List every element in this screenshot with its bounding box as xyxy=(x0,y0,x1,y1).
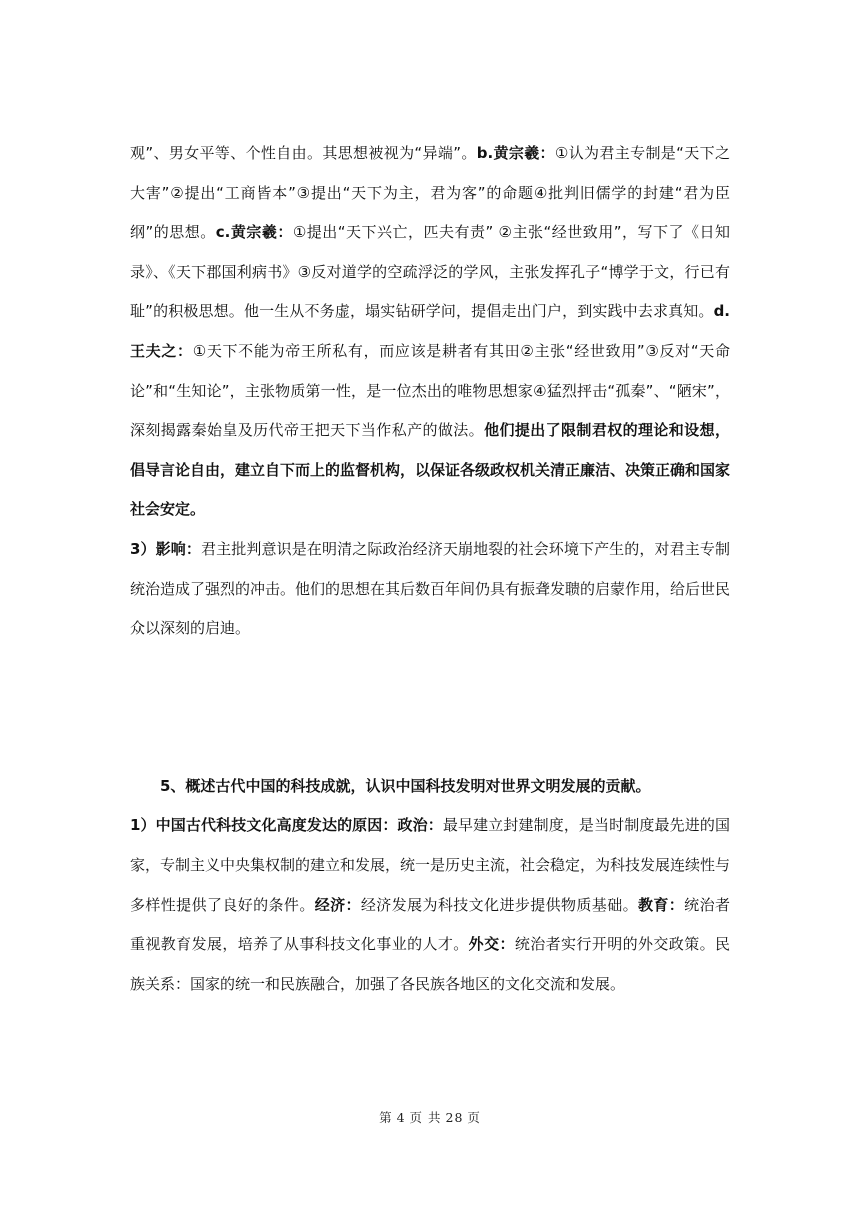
text-segment: ①天下不能为帝王所私有，而应该是耕者有其田②主张“经世致用”③反对“天命论”和“生知论”，主张物质第一性，是一位杰出的唯物思想家④猛烈抨击“孤秦”、“陋宋”，深刻揭露秦始皇及历代帝王把天下当作私产的做法。 xyxy=(130,341,730,440)
bold-label: 1）中国古代科技文化高度发达的原因：政治： xyxy=(130,816,443,835)
paragraph-influence xyxy=(130,530,730,649)
bold-label: c.黄宗羲： xyxy=(215,223,293,242)
text-segment: 统治者实行开明的外交政策。民族关系：国家的统一和民族融合，加强了各民族各地区的文化交流和发展。 xyxy=(130,935,730,993)
text-segment: 最早建立封建制度，是当时制度最先进的国家，专制主义中央集权制的建立和发展，统一是历史主流，社会稳定，为科技发展连续性与多样性提供了良好的条件。 xyxy=(130,816,731,914)
text-segment: 统治者重视教育发展，培养了从事科技文化事业的人才。 xyxy=(130,895,730,954)
bold-label: b.黄宗羲： xyxy=(476,144,555,162)
footer-mid: 页 共 xyxy=(409,1110,442,1125)
text-segment: 经济发展为科技文化进步提供物质基础。 xyxy=(360,895,638,914)
bold-label: 经济： xyxy=(314,895,361,914)
bold-label: 外交： xyxy=(468,935,515,954)
text-segment: 君主批判意识是在明清之际政治经济天崩地裂的社会环境下产生的，对君主专制统治造成了强烈的冲击。他们的思想在其后数百年间仍具有振聋发聩的启蒙作用，给后世民众以深刻的启迪。 xyxy=(130,539,731,638)
bold-summary: 他们提出了限制君权的理论和设想，倡导言论自由，建立自下而上的监督机构，以保证各级政权机关清正廉洁、决策正确和国家社会安定。 xyxy=(130,421,731,519)
footer-page-number: 4 xyxy=(396,1110,406,1125)
page-footer xyxy=(0,1108,860,1126)
bold-label: 3）影响： xyxy=(130,539,202,558)
bold-label: 教育： xyxy=(637,895,685,914)
footer-pre: 第 xyxy=(379,1110,393,1125)
section-gap xyxy=(130,649,730,767)
footer-post: 页 xyxy=(467,1110,481,1125)
text-segment: ①认为君主专制是“天下之大害”②提出“工商皆本”③提出“天下为主，君为客”的命题④批判旧儒学的封建“君为臣纲”的思想。 xyxy=(130,144,730,242)
text-segment: ①提出“天下兴亡，匹夫有责” ②主张“经世致用”，写下了《日知录》、《天下郡国利病书》③反对道学的空疏浮泛的学风，主张发挥孔子“博学于文，行已有耻”的积极思想。他一生从不务虚，塌实钻研学问，提倡走出门户，到实践中去求真知。 xyxy=(130,223,731,321)
paragraph-reasons xyxy=(130,806,730,1004)
heading-text: 5、概述古代中国的科技成就，认识中国科技发明对世界文明发展的贡献。 xyxy=(160,776,651,795)
section-heading xyxy=(130,767,730,807)
body-text xyxy=(130,134,730,1004)
bold-label: d.王夫之： xyxy=(130,302,730,360)
footer-total-pages: 28 xyxy=(445,1110,464,1125)
paragraph-thinkers xyxy=(130,134,730,530)
text-segment: 观”、男女平等、个性自由。其思想被视为“异端”。 xyxy=(130,144,477,162)
